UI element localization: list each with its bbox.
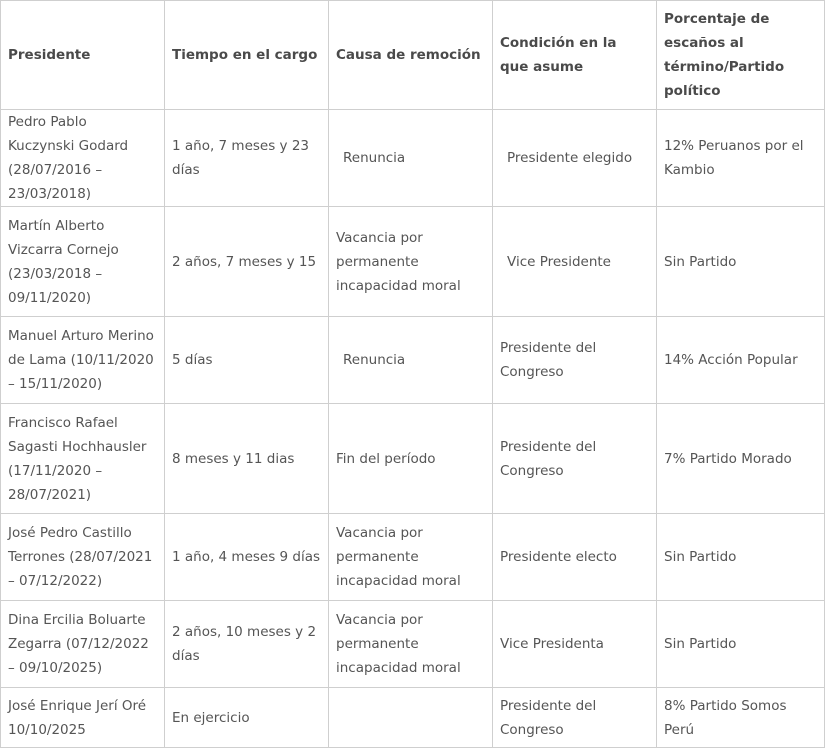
cell-porcentaje: Sin Partido	[657, 514, 825, 601]
cell-presidente: Francisco Rafael Sagasti Hochhausler (17/11/2020 – 28/07/2021)	[1, 404, 165, 514]
cell-causa: Renuncia	[329, 110, 493, 207]
cell-presidente: Manuel Arturo Merino de Lama (10/11/2020 – 15/11/2020)	[1, 317, 165, 404]
cell-causa: Vacancia por permanente incapacidad moral	[329, 514, 493, 601]
cell-tiempo: 1 año, 7 meses y 23 días	[165, 110, 329, 207]
cell-presidente: José Enrique Jerí Oré 10/10/2025	[1, 688, 165, 748]
cell-condicion: Vice Presidente	[493, 207, 657, 317]
cell-condicion: Presidente del Congreso	[493, 688, 657, 748]
cell-condicion: Presidente del Congreso	[493, 317, 657, 404]
table-row	[1, 404, 825, 514]
table-row	[1, 601, 825, 688]
cell-tiempo: 5 días	[165, 317, 329, 404]
cell-condicion: Presidente electo	[493, 514, 657, 601]
header-causa: Causa de remoción	[329, 1, 493, 110]
header-tiempo: Tiempo en el cargo	[165, 1, 329, 110]
table-row	[1, 207, 825, 317]
cell-tiempo: 8 meses y 11 dias	[165, 404, 329, 514]
header-condicion: Condición en la que asume	[493, 1, 657, 110]
cell-presidente: José Pedro Castillo Terrones (28/07/2021 – 07/12/2022)	[1, 514, 165, 601]
cell-tiempo: En ejercicio	[165, 688, 329, 748]
cell-condicion: Presidente elegido	[493, 110, 657, 207]
cell-causa	[329, 688, 493, 748]
cell-condicion: Presidente del Congreso	[493, 404, 657, 514]
table-row	[1, 688, 825, 748]
cell-condicion: Vice Presidenta	[493, 601, 657, 688]
header-row	[1, 1, 825, 110]
cell-tiempo: 2 años, 7 meses y 15	[165, 207, 329, 317]
cell-porcentaje: 8% Partido Somos Perú	[657, 688, 825, 748]
cell-causa: Renuncia	[329, 317, 493, 404]
table-row	[1, 110, 825, 207]
cell-presidente: Dina Ercilia Boluarte Zegarra (07/12/2022 – 09/10/2025)	[1, 601, 165, 688]
cell-porcentaje: 7% Partido Morado	[657, 404, 825, 514]
cell-porcentaje: Sin Partido	[657, 207, 825, 317]
cell-porcentaje: Sin Partido	[657, 601, 825, 688]
table-row	[1, 514, 825, 601]
cell-causa: Vacancia por permanente incapacidad moral	[329, 207, 493, 317]
cell-porcentaje: 14% Acción Popular	[657, 317, 825, 404]
header-porcentaje: Porcentaje de escaños al término/Partido político	[657, 1, 825, 110]
table-row	[1, 317, 825, 404]
header-presidente: Presidente	[1, 1, 165, 110]
cell-causa: Vacancia por permanente incapacidad moral	[329, 601, 493, 688]
cell-causa: Fin del período	[329, 404, 493, 514]
cell-presidente: Martín Alberto Vizcarra Cornejo (23/03/2018 – 09/11/2020)	[1, 207, 165, 317]
cell-porcentaje: 12% Peruanos por el Kambio	[657, 110, 825, 207]
cell-tiempo: 1 año, 4 meses 9 días	[165, 514, 329, 601]
cell-tiempo: 2 años, 10 meses y 2 días	[165, 601, 329, 688]
cell-presidente: Pedro Pablo Kuczynski Godard (28/07/2016 – 23/03/2018)	[1, 110, 165, 207]
